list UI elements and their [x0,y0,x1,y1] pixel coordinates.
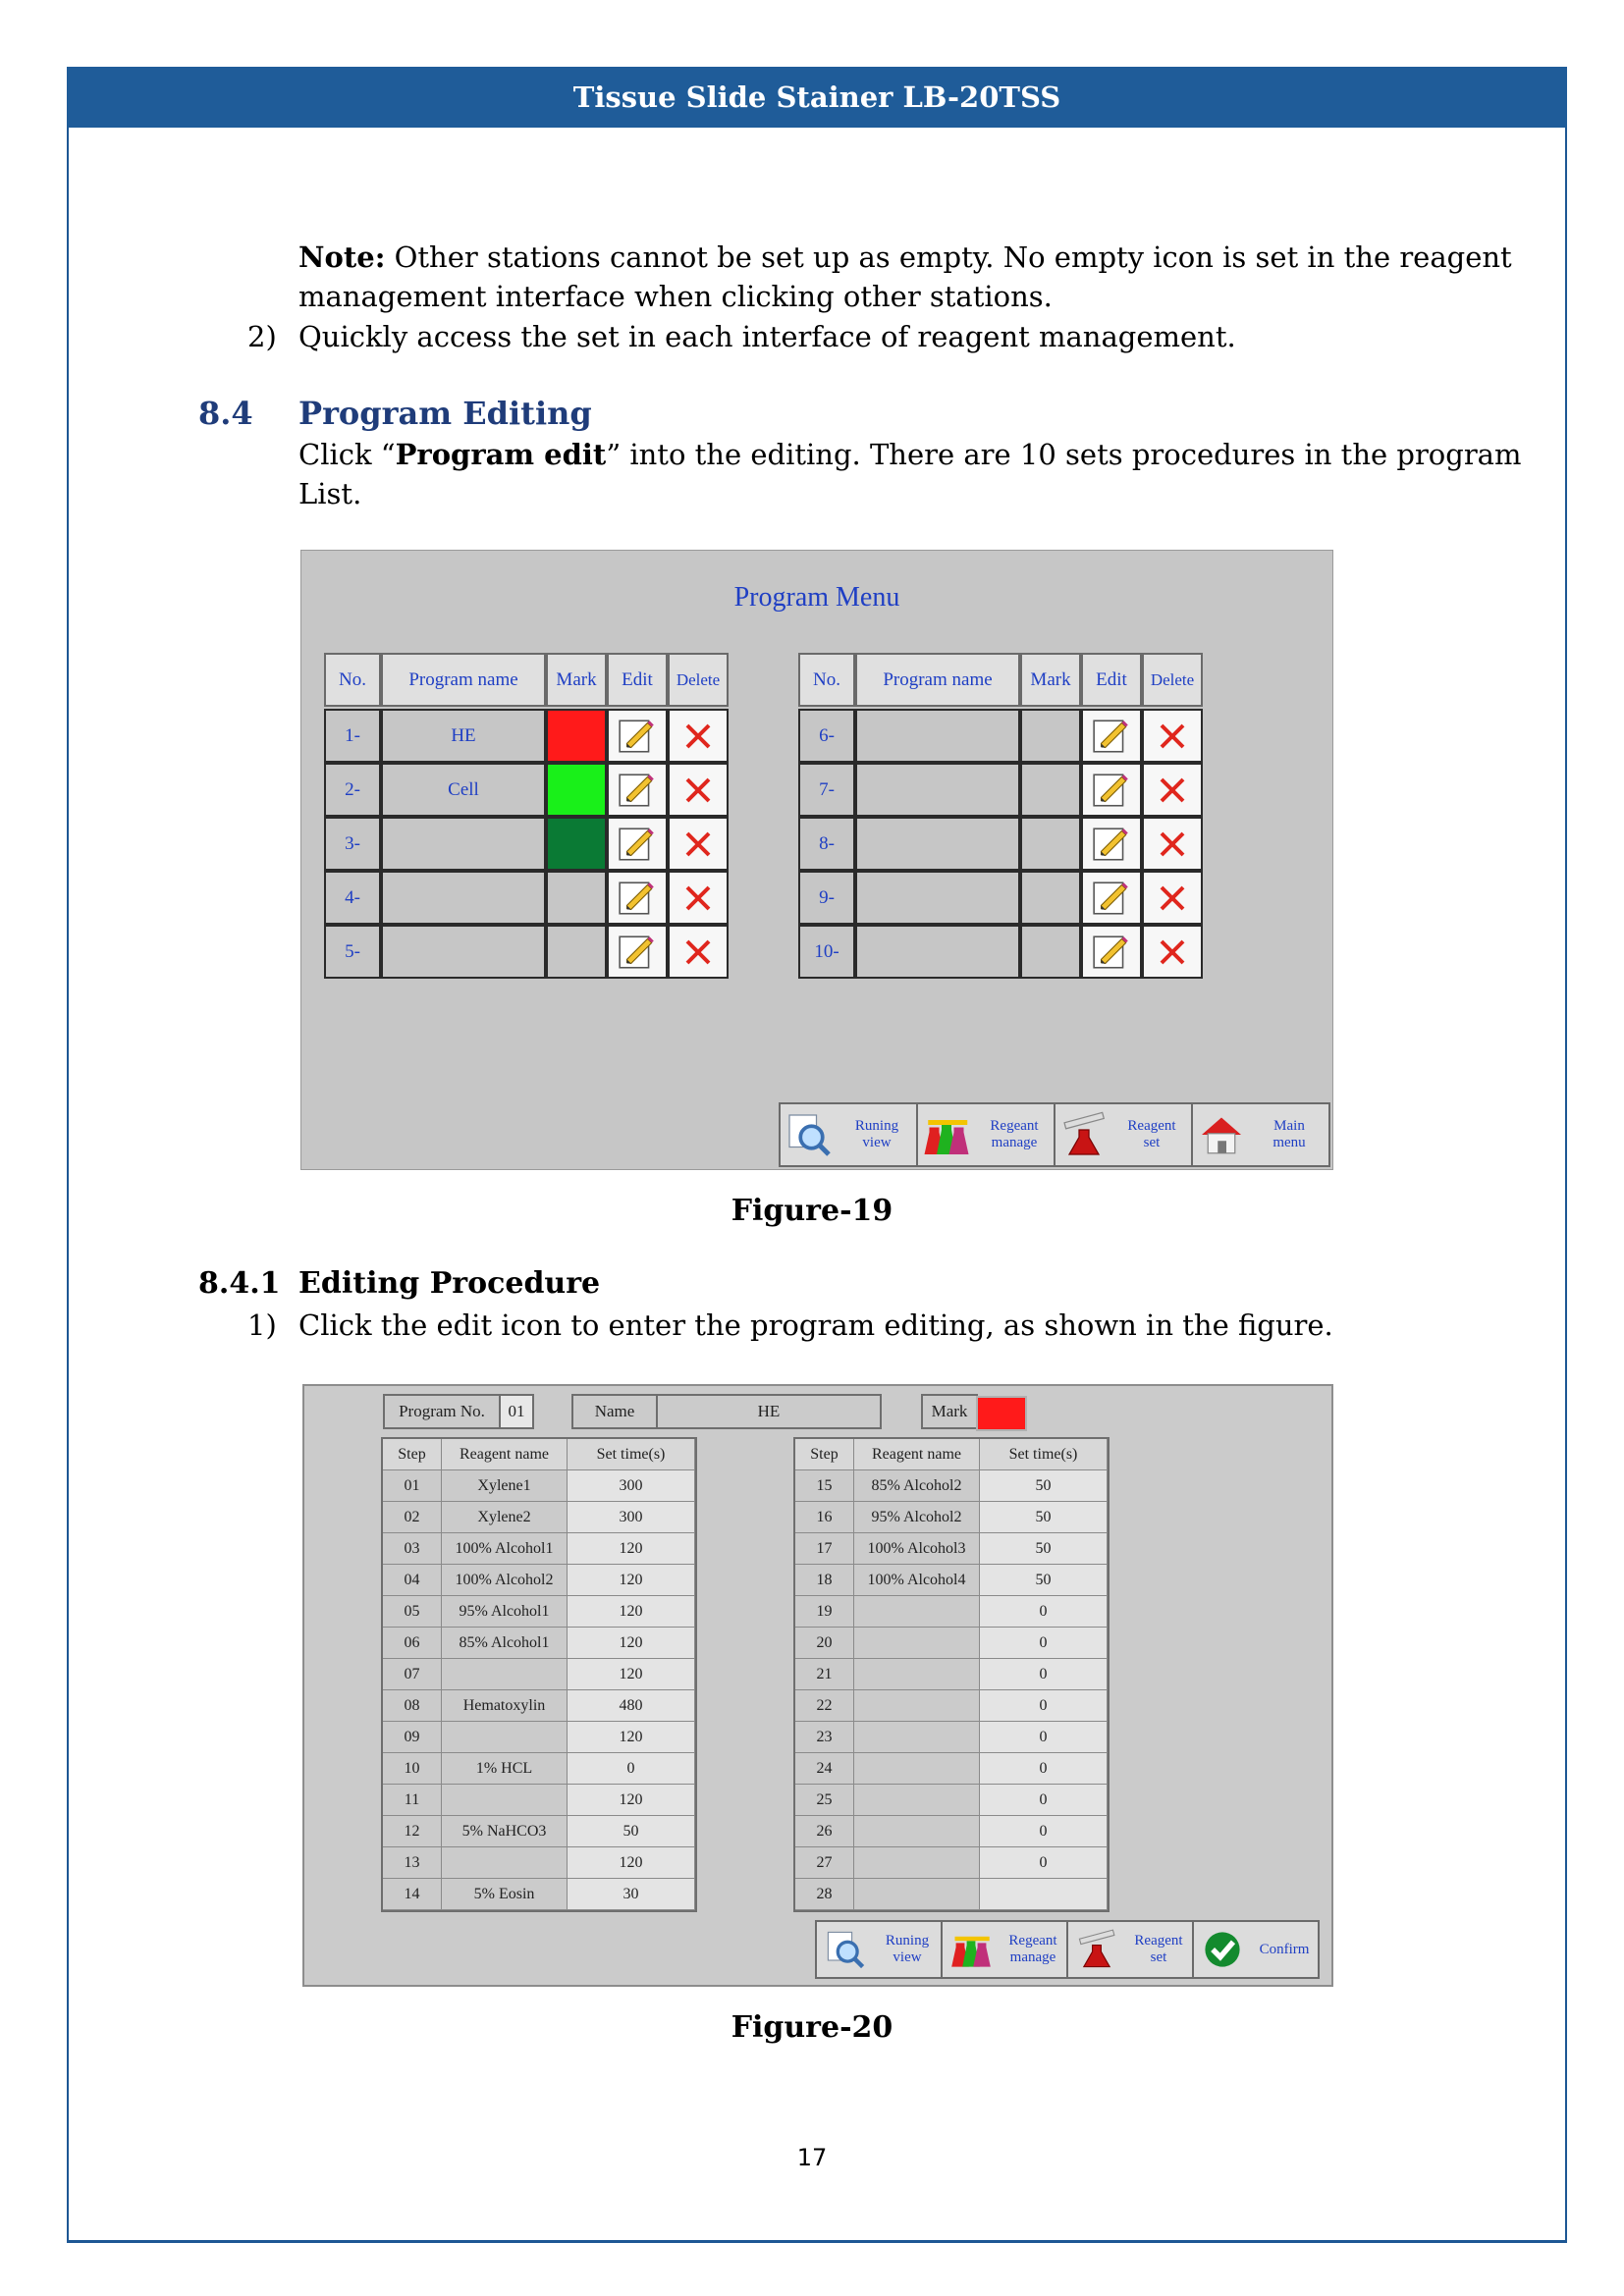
program-row-mark[interactable] [546,817,607,871]
section-body-line-2: List. [298,477,362,510]
set-time-field[interactable]: 120 [568,1565,695,1596]
body-bold: Program edit [395,438,607,471]
reagent-name-cell[interactable] [854,1785,980,1816]
delete-program-button[interactable] [1142,871,1203,925]
table-row [795,1785,1108,1816]
flask-icon [1056,1106,1112,1163]
edit-program-button[interactable] [1081,763,1142,817]
delete-x-icon [678,933,718,972]
name-label: Name [571,1394,658,1429]
table-row [795,1722,1108,1753]
list-item-2: Quickly access the set in each interface of reagent management. [298,320,1236,353]
program-menu-title: Program Menu [733,582,900,613]
toolbar-button-reagent-bottles[interactable] [916,1102,1056,1167]
delete-program-button[interactable] [668,817,729,871]
table-row [795,1816,1108,1847]
column-header-no: No. [324,653,381,707]
column-header-step: Step [383,1439,442,1470]
program-row-name[interactable] [855,817,1020,871]
program-row-mark[interactable] [1020,709,1081,763]
note-line-2: management interface when clicking other stations. [298,280,1053,313]
set-time-field[interactable]: 120 [568,1659,695,1690]
note-text-1: Other stations cannot be set up as empty. No empty icon is set in the reagent [385,240,1512,274]
program-row-name[interactable]: HE [381,709,546,763]
table-row [795,1847,1108,1879]
reagent-name-cell[interactable]: 100% Alcohol3 [854,1533,980,1565]
reagent-name-cell[interactable]: 85% Alcohol2 [854,1470,980,1502]
pencil-icon [617,824,658,865]
flask-icon [1075,1928,1118,1971]
reagent-name-cell[interactable]: 95% Alcohol2 [854,1502,980,1533]
set-time-field[interactable]: 50 [568,1816,695,1847]
edit-program-button[interactable] [607,925,668,979]
table-row [795,1533,1108,1565]
body-text: ” into the editing. There are 10 sets procedures in the program [606,438,1522,471]
delete-x-icon [1153,879,1192,918]
figure-20-caption: Figure-20 [731,2010,893,2045]
table-row [383,1847,695,1879]
pencil-icon [617,878,658,919]
table-row [383,1785,695,1816]
reagent-name-cell[interactable] [854,1722,980,1753]
toolbar-button-flask[interactable] [1054,1102,1193,1167]
reagent-name-cell[interactable]: Xylene2 [442,1502,568,1533]
label-line: view [862,1135,892,1150]
delete-program-button[interactable] [668,871,729,925]
set-time-field[interactable]: 120 [568,1785,695,1816]
step-number: 03 [383,1533,442,1565]
table-row [383,1659,695,1690]
reagent-name-cell[interactable]: Hematoxylin [442,1690,568,1722]
table-row [383,1816,695,1847]
table-header-row [795,1439,1108,1470]
program-row-number: 4- [324,871,381,925]
set-time-field[interactable]: 120 [568,1847,695,1879]
pencil-icon [1091,716,1132,757]
label-line: manage [991,1135,1038,1150]
set-time-field[interactable]: 0 [980,1753,1108,1785]
toolbar-button-label [1000,1933,1066,1966]
program-row-mark[interactable] [546,763,607,817]
note-label: Note: [298,240,386,274]
program-row-mark[interactable] [1020,925,1081,979]
page-number: 17 [796,2144,828,2171]
mark-label: Mark [921,1394,978,1429]
delete-x-icon [1153,825,1192,864]
column-header-delete: Delete [1142,653,1203,707]
section-number: 8.4 [198,395,253,432]
table-row [795,1879,1108,1910]
set-time-field[interactable]: 0 [980,1628,1108,1659]
set-time-field[interactable]: 120 [568,1533,695,1565]
step-number: 25 [795,1785,854,1816]
reagent-name-cell[interactable] [854,1816,980,1847]
delete-x-icon [678,717,718,756]
set-time-field[interactable]: 50 [980,1533,1108,1565]
reagent-name-cell[interactable] [854,1659,980,1690]
program-row-number: 2- [324,763,381,817]
table-row [383,1628,695,1659]
column-header-time: Set time(s) [980,1439,1108,1470]
pencil-icon [617,716,658,757]
list-number-1: 1) [247,1308,277,1342]
column-header-name: Program name [855,653,1020,707]
toolbar-button-label [1112,1118,1191,1151]
delete-program-button[interactable] [668,709,729,763]
table-header-row [383,1439,695,1470]
table-row [383,1722,695,1753]
reagent-name-cell[interactable] [442,1847,568,1879]
step-number: 10 [383,1753,442,1785]
delete-program-button[interactable] [1142,925,1203,979]
set-time-field[interactable] [980,1879,1108,1910]
program-row-mark[interactable] [546,925,607,979]
program-row-name[interactable] [381,871,546,925]
program-row-name[interactable] [855,925,1020,979]
reagent-name-cell[interactable] [442,1659,568,1690]
label-line: Runing [885,1933,930,1949]
label-line: set [1143,1135,1161,1150]
program-edit-screenshot [302,1384,1333,1987]
program-no-label: Program No. [383,1394,501,1429]
step-number: 04 [383,1565,442,1596]
list-number-2: 2) [247,320,277,353]
reagent-bottles-icon [918,1106,975,1163]
label-line: set [1150,1949,1167,1965]
footer-rule [67,2240,1567,2243]
toolbar-button-flask[interactable] [1066,1920,1194,1979]
reagent-name-cell[interactable]: 5% Eosin [442,1879,568,1910]
column-header-edit: Edit [607,653,668,707]
table-row [795,1753,1108,1785]
toolbar-button-confirm-check[interactable] [1192,1920,1320,1979]
label-line: Confirm [1259,1941,1310,1957]
reagent-name-cell[interactable]: 100% Alcohol1 [442,1533,568,1565]
edit-program-button[interactable] [1081,925,1142,979]
step-number: 01 [383,1470,442,1502]
column-header-reagent: Reagent name [854,1439,980,1470]
pencil-icon [1091,770,1132,811]
name-field[interactable]: HE [656,1394,882,1429]
delete-program-button[interactable] [1142,709,1203,763]
set-time-field[interactable]: 50 [980,1502,1108,1533]
column-header-no: No. [798,653,855,707]
step-number: 16 [795,1502,854,1533]
pencil-icon [1091,932,1132,973]
delete-x-icon [678,771,718,810]
program-row-number: 1- [324,709,381,763]
toolbar-button-label [838,1118,916,1151]
label-line: manage [1009,1949,1056,1965]
column-header-step: Step [795,1439,854,1470]
label-line: Runing [854,1118,899,1134]
reagent-bottles-icon [922,1110,971,1159]
toolbar-button-label [1125,1933,1192,1966]
step-number: 23 [795,1722,854,1753]
edit-program-button[interactable] [1081,817,1142,871]
toolbar-button-reagent-bottles[interactable] [941,1920,1068,1979]
home-icon [1193,1106,1250,1163]
reagent-name-cell[interactable] [442,1785,568,1816]
toolbar-button-home[interactable] [1191,1102,1330,1167]
set-time-field[interactable]: 120 [568,1722,695,1753]
flask-icon [1059,1110,1109,1159]
magnifier-icon [785,1110,834,1159]
reagent-name-cell[interactable] [854,1847,980,1879]
mark-color-swatch[interactable] [976,1396,1027,1431]
reagent-name-cell[interactable] [854,1879,980,1910]
table-row [383,1690,695,1722]
edit-program-button[interactable] [1081,871,1142,925]
step-number: 24 [795,1753,854,1785]
program-row-mark[interactable] [1020,763,1081,817]
step-number: 26 [795,1816,854,1847]
label-line: Main [1273,1118,1305,1134]
table-row [383,1565,695,1596]
reagent-name-cell[interactable] [854,1596,980,1628]
magnifier-icon [824,1928,867,1971]
column-header-mark: Mark [546,653,607,707]
body-text: Click “ [298,438,396,471]
program-row-number: 10- [798,925,855,979]
delete-program-button[interactable] [668,763,729,817]
column-header-mark: Mark [1020,653,1081,707]
pencil-icon [1091,824,1132,865]
delete-x-icon [678,825,718,864]
step-number: 27 [795,1847,854,1879]
toolbar-button-magnifier[interactable] [779,1102,918,1167]
delete-program-button[interactable] [668,925,729,979]
magnifier-icon [781,1106,838,1163]
reagent-name-cell[interactable]: Xylene1 [442,1470,568,1502]
subsection-title: Editing Procedure [298,1266,601,1301]
program-row-mark[interactable] [1020,817,1081,871]
toolbar-button-label [1251,1942,1318,1958]
label-line: view [893,1949,922,1965]
step-number: 09 [383,1722,442,1753]
table-row [383,1533,695,1565]
program-row-mark[interactable] [546,709,607,763]
program-no-field[interactable]: 01 [499,1394,534,1429]
program-row-name[interactable] [855,871,1020,925]
set-time-field[interactable]: 0 [568,1753,695,1785]
label-line: menu [1272,1135,1306,1150]
reagent-name-cell[interactable]: 100% Alcohol4 [854,1565,980,1596]
program-row-mark[interactable] [546,871,607,925]
table-row [383,1753,695,1785]
step-number: 11 [383,1785,442,1816]
section-body-line-1 [298,435,1521,474]
delete-x-icon [1153,771,1192,810]
edit-program-button[interactable] [607,763,668,817]
step-number: 20 [795,1628,854,1659]
label-line: Reagent [1134,1933,1183,1949]
delete-program-button[interactable] [1142,817,1203,871]
step-number: 06 [383,1628,442,1659]
step-number: 15 [795,1470,854,1502]
reagent-name-cell[interactable]: 1% HCL [442,1753,568,1785]
table-row [795,1659,1108,1690]
program-row-name[interactable] [381,925,546,979]
step-number: 05 [383,1596,442,1628]
magnifier-icon [817,1921,874,1978]
program-row-number: 7- [798,763,855,817]
step-number: 17 [795,1533,854,1565]
reagent-name-cell[interactable] [854,1628,980,1659]
set-time-field[interactable]: 120 [568,1596,695,1628]
set-time-field[interactable]: 480 [568,1690,695,1722]
delete-program-button[interactable] [1142,763,1203,817]
set-time-field[interactable]: 0 [980,1596,1108,1628]
document-header: Tissue Slide Stainer LB-20TSS [67,67,1567,128]
edit-program-button[interactable] [1081,709,1142,763]
table-row [383,1879,695,1910]
flask-icon [1068,1921,1125,1978]
step-number: 18 [795,1565,854,1596]
steps-table [381,1437,697,1912]
program-row-name[interactable]: Cell [381,763,546,817]
figure-19-caption: Figure-19 [731,1194,893,1228]
table-row [795,1596,1108,1628]
step-number: 19 [795,1596,854,1628]
edit-program-button[interactable] [607,709,668,763]
set-time-field[interactable]: 0 [980,1690,1108,1722]
reagent-name-cell[interactable]: 85% Alcohol1 [442,1628,568,1659]
note-line-1 [298,238,1512,277]
delete-x-icon [1153,933,1192,972]
delete-x-icon [1153,717,1192,756]
reagent-name-cell[interactable] [442,1722,568,1753]
label-line: Reagent [1127,1118,1176,1134]
column-header-name: Program name [381,653,546,707]
set-time-field[interactable]: 0 [980,1722,1108,1753]
set-time-field[interactable]: 300 [568,1502,695,1533]
toolbar-button-magnifier[interactable] [815,1920,943,1979]
table-row [795,1502,1108,1533]
reagent-bottles-icon [943,1921,1000,1978]
label-line: Regeant [990,1118,1039,1134]
reagent-name-cell[interactable] [854,1753,980,1785]
list-item-1: Click the edit icon to enter the program editing, as shown in the figure. [298,1308,1333,1342]
table-row [795,1565,1108,1596]
set-time-field[interactable]: 50 [980,1565,1108,1596]
section-title: Program Editing [298,395,592,432]
set-time-field[interactable]: 300 [568,1470,695,1502]
column-header-reagent: Reagent name [442,1439,568,1470]
edit-program-button[interactable] [607,817,668,871]
set-time-field[interactable]: 0 [980,1816,1108,1847]
program-row-name[interactable] [855,709,1020,763]
pencil-icon [617,932,658,973]
edit-program-button[interactable] [607,871,668,925]
pencil-icon [1091,878,1132,919]
toolbar-button-label [975,1118,1054,1151]
program-row-name[interactable] [381,817,546,871]
column-header-edit: Edit [1081,653,1142,707]
program-menu-screenshot [300,550,1333,1170]
step-number: 13 [383,1847,442,1879]
step-number: 28 [795,1879,854,1910]
step-number: 14 [383,1879,442,1910]
label-line: Regeant [1008,1933,1057,1949]
set-time-field[interactable]: 0 [980,1785,1108,1816]
toolbar-button-label [874,1933,941,1966]
program-row-number: 3- [324,817,381,871]
program-row-mark[interactable] [1020,871,1081,925]
confirm-check-icon [1194,1921,1251,1978]
set-time-field[interactable]: 50 [980,1470,1108,1502]
step-number: 08 [383,1690,442,1722]
program-row-number: 9- [798,871,855,925]
step-number: 07 [383,1659,442,1690]
reagent-name-cell[interactable] [854,1690,980,1722]
home-icon [1197,1110,1246,1159]
set-time-field[interactable]: 30 [568,1879,695,1910]
column-header-time: Set time(s) [568,1439,695,1470]
set-time-field[interactable]: 0 [980,1847,1108,1879]
table-row [795,1690,1108,1722]
steps-table [793,1437,1110,1912]
table-row [383,1470,695,1502]
reagent-name-cell[interactable]: 5% NaHCO3 [442,1816,568,1847]
step-number: 02 [383,1502,442,1533]
confirm-check-icon [1201,1928,1244,1971]
program-row-number: 5- [324,925,381,979]
column-header-delete: Delete [668,653,729,707]
program-row-number: 8- [798,817,855,871]
reagent-bottles-icon [949,1928,993,1971]
set-time-field[interactable]: 0 [980,1659,1108,1690]
step-number: 22 [795,1690,854,1722]
reagent-name-cell[interactable]: 100% Alcohol2 [442,1565,568,1596]
toolbar-button-label [1250,1118,1328,1151]
table-row [795,1628,1108,1659]
subsection-number: 8.4.1 [198,1266,281,1301]
table-row [383,1596,695,1628]
pencil-icon [617,770,658,811]
reagent-name-cell[interactable]: 95% Alcohol1 [442,1596,568,1628]
step-number: 12 [383,1816,442,1847]
delete-x-icon [678,879,718,918]
table-row [383,1502,695,1533]
program-row-number: 6- [798,709,855,763]
step-number: 21 [795,1659,854,1690]
table-row [795,1470,1108,1502]
set-time-field[interactable]: 120 [568,1628,695,1659]
program-row-name[interactable] [855,763,1020,817]
